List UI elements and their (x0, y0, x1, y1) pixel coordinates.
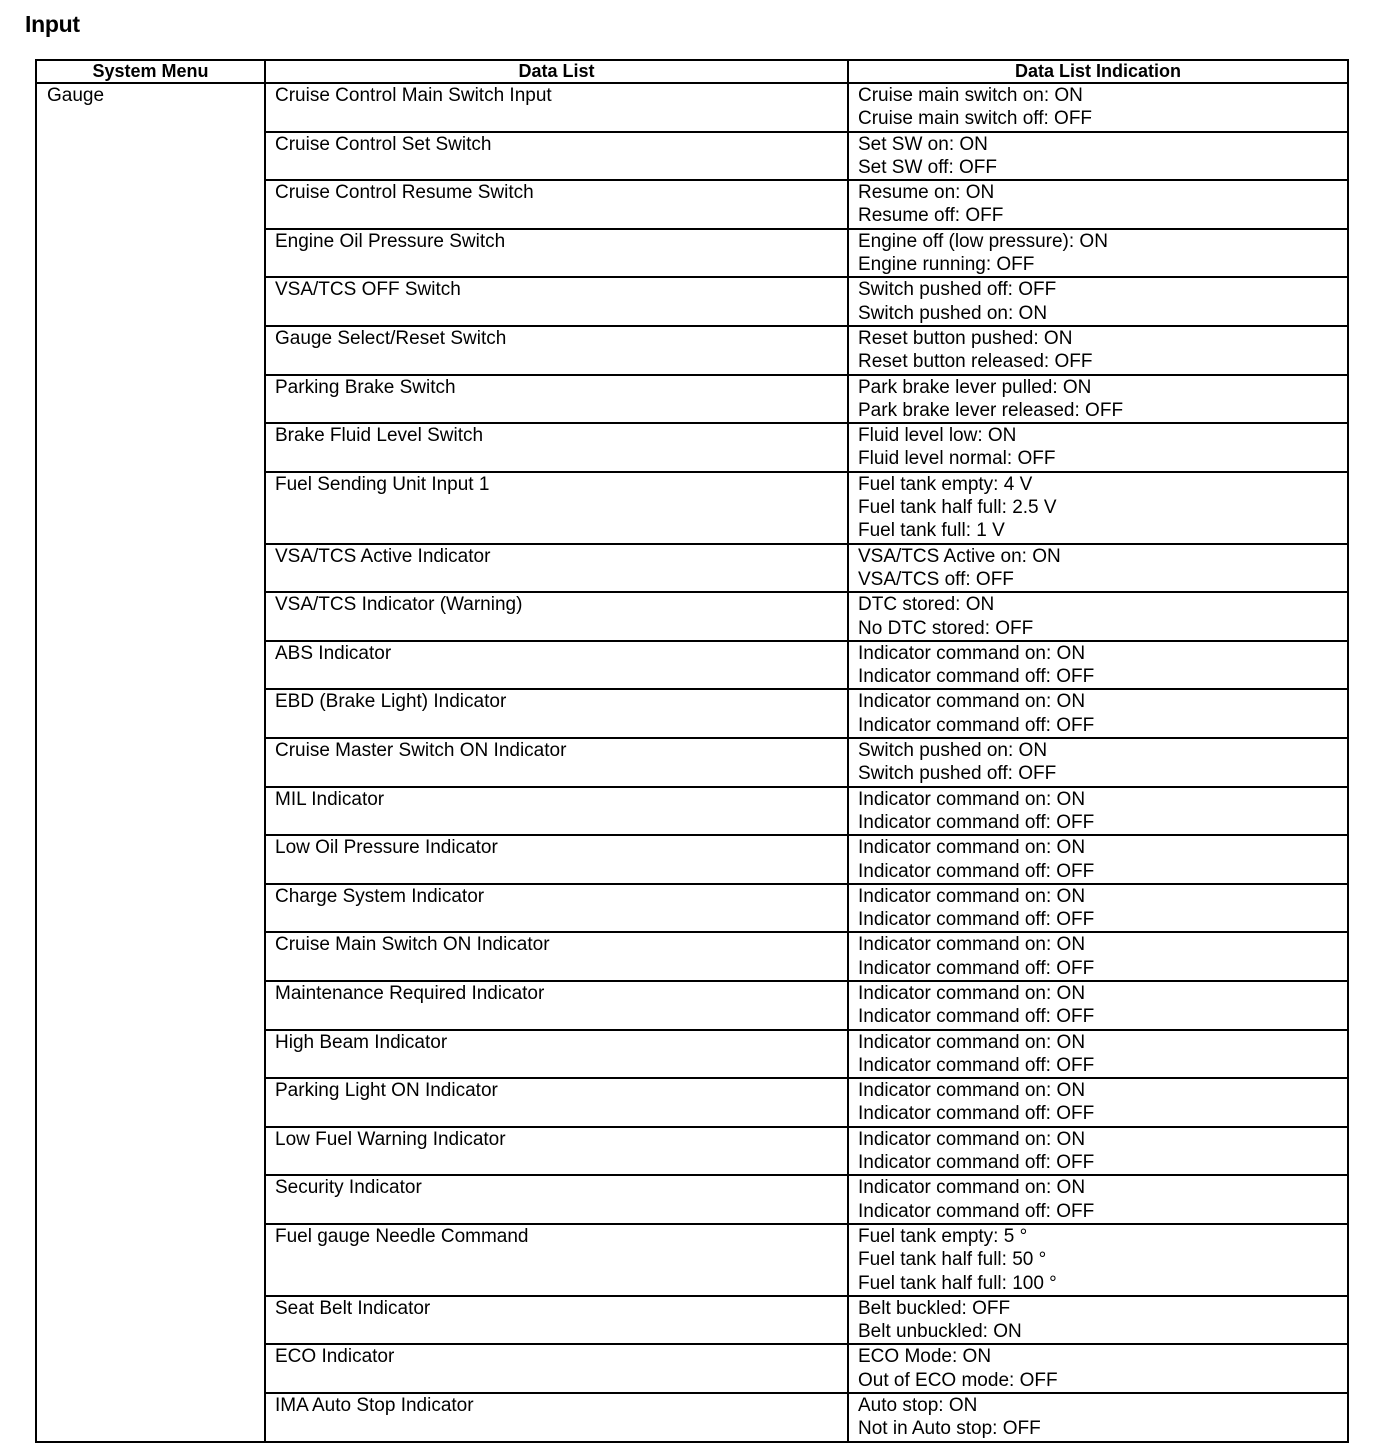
indication-line: Out of ECO mode: OFF (858, 1369, 1058, 1391)
indication-line: Cruise main switch off: OFF (858, 108, 1093, 130)
data-list-item: ABS Indicator (265, 641, 848, 690)
indication-line: Not in Auto stop: OFF (858, 1418, 1041, 1440)
indication-line: Fuel tank half full: 2.5 V (858, 497, 1057, 519)
data-list-indication (848, 932, 1348, 981)
indication-line: Belt buckled: OFF (858, 1297, 1011, 1319)
data-list-indication (848, 1030, 1348, 1079)
header-data-list-indication: Data List Indication (848, 60, 1348, 83)
indication-line: Indicator command on: ON (858, 691, 1086, 713)
data-list-indication (848, 1393, 1348, 1442)
indication-line: Switch pushed on: ON (858, 302, 1048, 324)
indication-line: Indicator command off: OFF (858, 957, 1095, 979)
indication-line: Indicator command on: ON (858, 934, 1086, 956)
indication-line: Indicator command off: OFF (858, 860, 1095, 882)
data-list-indication (848, 787, 1348, 836)
data-list-indication (848, 1344, 1348, 1393)
data-list-indication (848, 981, 1348, 1030)
indication-line: Indicator command off: OFF (858, 1200, 1095, 1222)
table-header-row (36, 60, 1348, 83)
data-list-item: Parking Brake Switch (265, 375, 848, 424)
indication-line: Auto stop: ON (858, 1395, 978, 1417)
indication-line: Fluid level low: ON (858, 425, 1017, 447)
indication-line: Indicator command off: OFF (858, 666, 1095, 688)
data-list-item: Cruise Control Set Switch (265, 132, 848, 181)
indication-line: Indicator command on: ON (858, 1177, 1086, 1199)
data-list-item: Fuel Sending Unit Input 1 (265, 472, 848, 544)
data-list-item: Cruise Control Resume Switch (265, 180, 848, 229)
indication-line: Engine running: OFF (858, 254, 1035, 276)
indication-line: Switch pushed off: OFF (858, 279, 1057, 301)
data-list-indication (848, 423, 1348, 472)
data-list-item: Engine Oil Pressure Switch (265, 229, 848, 278)
data-list-indication (848, 835, 1348, 884)
data-list-indication (848, 884, 1348, 933)
data-list-item: Gauge Select/Reset Switch (265, 326, 848, 375)
indication-line: Indicator command off: OFF (858, 1006, 1095, 1028)
data-list-item: ECO Indicator (265, 1344, 848, 1393)
data-list-item: Low Oil Pressure Indicator (265, 835, 848, 884)
indication-line: ECO Mode: ON (858, 1346, 992, 1368)
data-list-indication (848, 544, 1348, 593)
data-list-item: Parking Light ON Indicator (265, 1078, 848, 1127)
data-list-indication (848, 641, 1348, 690)
indication-line: Indicator command off: OFF (858, 714, 1095, 736)
indication-line: No DTC stored: OFF (858, 617, 1034, 639)
indication-line: Switch pushed off: OFF (858, 763, 1057, 785)
indication-line: Indicator command on: ON (858, 788, 1086, 810)
indication-line: Fuel tank empty: 4 V (858, 473, 1033, 495)
data-list-item: Low Fuel Warning Indicator (265, 1127, 848, 1176)
header-system-menu: System Menu (36, 60, 265, 83)
indication-line: DTC stored: ON (858, 594, 995, 616)
header-data-list: Data List (265, 60, 848, 83)
indication-line: Resume on: ON (858, 182, 995, 204)
data-list-indication (848, 738, 1348, 787)
indication-line: VSA/TCS Active on: ON (858, 545, 1061, 567)
indication-line: Reset button released: OFF (858, 351, 1093, 373)
indication-line: Set SW on: ON (858, 133, 988, 155)
data-list-item: IMA Auto Stop Indicator (265, 1393, 848, 1442)
indication-line: Indicator command on: ON (858, 1128, 1086, 1150)
indication-line: Park brake lever pulled: ON (858, 376, 1092, 398)
data-list-indication (848, 689, 1348, 738)
indication-line: Switch pushed on: ON (858, 740, 1048, 762)
data-list-indication (848, 83, 1348, 132)
data-list-indication (848, 132, 1348, 181)
data-list-item: Brake Fluid Level Switch (265, 423, 848, 472)
data-list-item: Cruise Control Main Switch Input (265, 83, 848, 132)
indication-line: Fuel tank half full: 100 ° (858, 1272, 1057, 1294)
data-list-item: Security Indicator (265, 1175, 848, 1224)
indication-line: Indicator command off: OFF (858, 909, 1095, 931)
indication-line: Indicator command on: ON (858, 837, 1086, 859)
indication-line: Indicator command off: OFF (858, 811, 1095, 833)
page-title: Input (25, 11, 80, 37)
data-list-item: Fuel gauge Needle Command (265, 1224, 848, 1296)
indication-line: Indicator command on: ON (858, 642, 1086, 664)
indication-line: Indicator command on: ON (858, 982, 1086, 1004)
indication-line: Indicator command on: ON (858, 1031, 1086, 1053)
data-list-item: MIL Indicator (265, 787, 848, 836)
indication-line: Engine off (low pressure): ON (858, 230, 1108, 252)
data-list-indication (848, 375, 1348, 424)
data-list-indication (848, 1224, 1348, 1296)
indication-line: Resume off: OFF (858, 205, 1004, 227)
indication-line: Indicator command off: OFF (858, 1054, 1095, 1076)
table-row (36, 83, 1348, 132)
data-list-indication (848, 1175, 1348, 1224)
data-list-indication (848, 592, 1348, 641)
data-list-item: Cruise Main Switch ON Indicator (265, 932, 848, 981)
indication-line: Fuel tank empty: 5 ° (858, 1225, 1028, 1247)
data-list-indication (848, 277, 1348, 326)
indication-line: Belt unbuckled: ON (858, 1321, 1022, 1343)
data-list-indication (848, 1078, 1348, 1127)
data-list-indication (848, 472, 1348, 544)
indication-line: Indicator command off: OFF (858, 1103, 1095, 1125)
data-list-item: Cruise Master Switch ON Indicator (265, 738, 848, 787)
indication-line: Indicator command on: ON (858, 885, 1086, 907)
indication-line: VSA/TCS off: OFF (858, 568, 1014, 590)
data-list-item: VSA/TCS Active Indicator (265, 544, 848, 593)
data-list-table (35, 59, 1349, 1443)
data-list-item: VSA/TCS OFF Switch (265, 277, 848, 326)
indication-line: Park brake lever released: OFF (858, 399, 1124, 421)
indication-line: Set SW off: OFF (858, 156, 998, 178)
data-list-indication (848, 229, 1348, 278)
indication-line: Indicator command off: OFF (858, 1152, 1095, 1174)
indication-line: Cruise main switch on: ON (858, 85, 1083, 106)
system-menu-cell: Gauge (36, 83, 265, 1442)
data-list-item: Seat Belt Indicator (265, 1296, 848, 1345)
indication-line: Reset button pushed: ON (858, 327, 1073, 349)
data-list-indication (848, 1127, 1348, 1176)
indication-line: Fluid level normal: OFF (858, 448, 1056, 470)
indication-line: Indicator command on: ON (858, 1080, 1086, 1102)
table-body (36, 83, 1348, 1442)
data-list-item: VSA/TCS Indicator (Warning) (265, 592, 848, 641)
data-list-indication (848, 326, 1348, 375)
indication-line: Fuel tank half full: 50 ° (858, 1249, 1047, 1271)
data-list-item: Charge System Indicator (265, 884, 848, 933)
data-list-item: Maintenance Required Indicator (265, 981, 848, 1030)
indication-line: Fuel tank full: 1 V (858, 520, 1005, 542)
data-list-indication (848, 1296, 1348, 1345)
data-list-item: High Beam Indicator (265, 1030, 848, 1079)
data-list-item: EBD (Brake Light) Indicator (265, 689, 848, 738)
data-list-indication (848, 180, 1348, 229)
